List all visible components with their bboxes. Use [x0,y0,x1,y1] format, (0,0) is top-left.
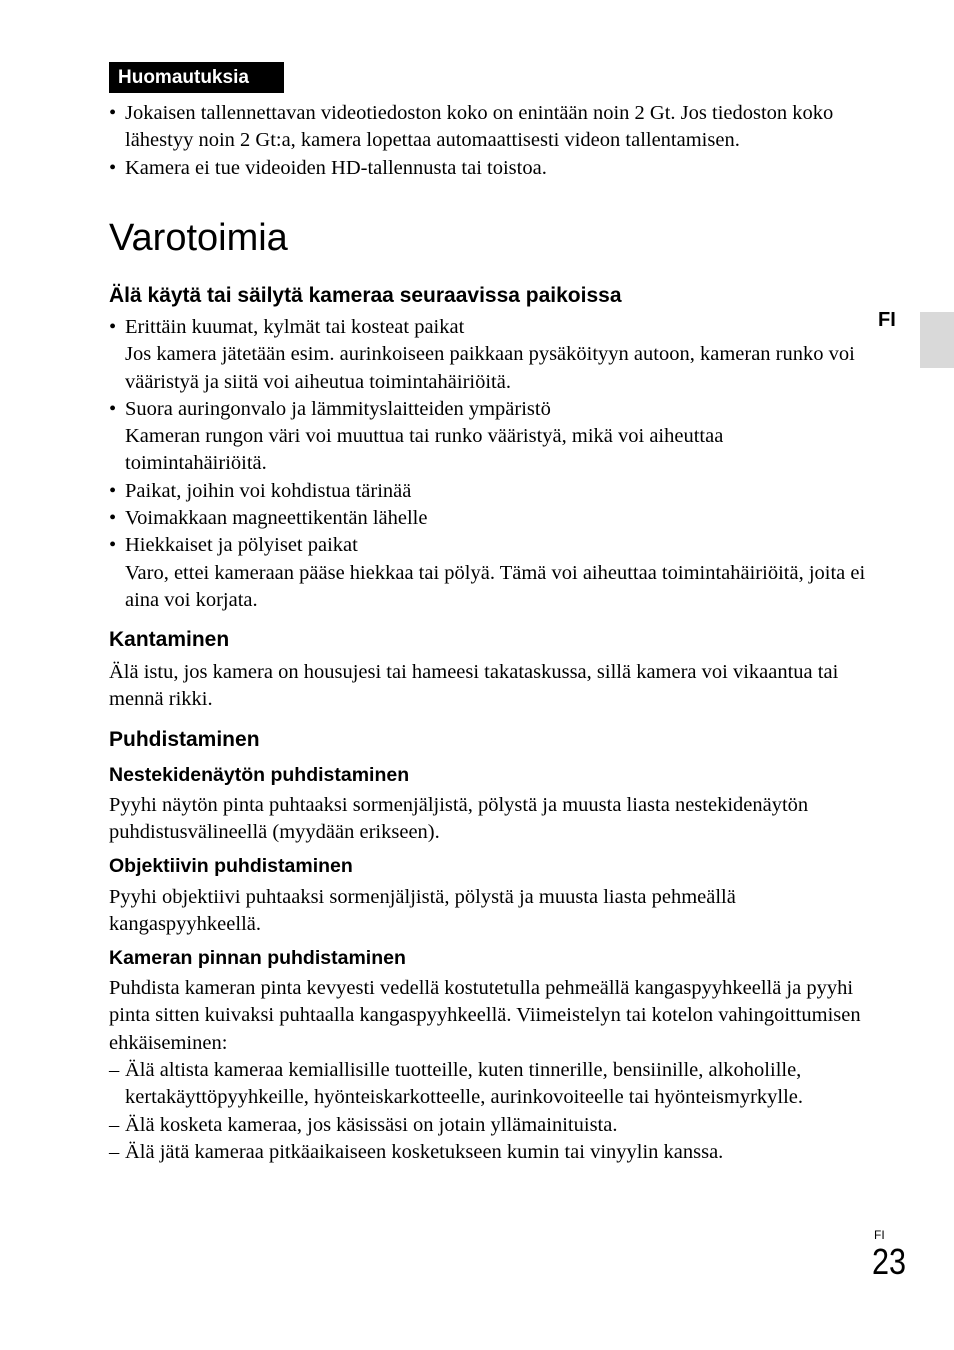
page-title: Varotoimia [109,217,288,259]
list-item: • Kamera ei tue videoiden HD-tallennusta tai toistoa. [109,156,547,179]
carrying-text: Älä istu, jos kamera on housujesi tai hameesi takataskussa, sillä kamera voi vikaantua tai mennä rikki. [109,661,839,711]
notes-list [109,100,869,182]
storage-list [109,314,869,614]
list-item: • Suora auringonvalo ja lämmityslaitteiden ympäristö Kameran rungon väri voi muuttua tai runko vääristyä, mikä voi aiheuttaa toimintahäiriöitä. [109,397,724,475]
subheading-lcd-cleaning: Nestekidenäytön puhdistaminen [109,764,410,786]
language-tab-marker [920,312,954,368]
lens-cleaning-text: Pyyhi objektiivi puhtaaksi sormenjäljistä, pölystä ja muusta liasta pehmeällä kangaspyyhkeellä. [109,886,736,936]
section-heading-storage: Älä käytä tai säilytä kameraa seuraavissa paikoissa [109,284,622,307]
language-tab-label: FI [878,309,896,331]
section-heading-carrying: Kantaminen [109,628,230,651]
subheading-lens-cleaning: Objektiivin puhdistaminen [109,855,353,877]
lcd-cleaning-text: Pyyhi näytön pinta puhtaaksi sormenjäljistä, pölystä ja muusta liasta nestekidenäytön puhdistusvälineellä (myydään erikseen). [109,794,809,844]
surface-cleaning-list [109,1057,869,1166]
list-item: – Älä jätä kameraa pitkäaikaiseen kosketukseen kumin tai vinyylin kanssa. [109,1140,724,1163]
surface-cleaning-text: Puhdista kameran pinta kevyesti vedellä kostutetulla pehmeällä kangaspyyhkeellä ja pyyhi pinta sitten kuivaksi puhtaalla kangaspyyhkeellä. Viimeistelyn tai kotelon vahingoittumisen ehkäiseminen: [109,977,861,1054]
list-item: • Erittäin kuumat, kylmät tai kosteat paikat Jos kamera jätetään esim. aurinkoiseen paikkaan pysäköityyn autoon, kameran runko voi vääristyä ja siitä voi aiheutua toimintahäiriöitä. [109,316,855,393]
list-item: • Jokaisen tallennettavan videotiedoston koko on enintään noin 2 Gt. Jos tiedoston koko lähestyy noin 2 Gt:a, kamera lopettaa automaattisesti videon tallentamisen. [109,102,834,152]
section-heading-cleaning: Puhdistaminen [109,728,260,751]
subheading-surface-cleaning: Kameran pinnan puhdistaminen [109,947,406,969]
list-item: – Älä kosketa kameraa, jos käsissäsi on jotain yllämainituista. [109,1113,618,1136]
list-item: • Paikat, joihin voi kohdistua tärinää [109,479,412,502]
page-number: 23 [872,1241,907,1282]
list-item: • Hiekkaiset ja pölyiset paikat Varo, ettei kameraan pääse hiekkaa tai pölyä. Tämä voi aiheuttaa toimintahäiriöitä, joita ei aina voi korjata. [109,534,866,611]
notes-label: Huomautuksia [109,62,284,93]
list-item: – Älä altista kameraa kemiallisille tuotteille, kuten tinnerille, bensiinille, alkoholille, kertakäyttöpyyhkeille, hyönteiskarkotteelle, aurinkovoiteelle tai hyönteismyrkylle. [109,1059,804,1109]
footer-language: FI [874,1228,885,1242]
list-item: • Voimakkaan magneettikentän lähelle [109,507,428,530]
